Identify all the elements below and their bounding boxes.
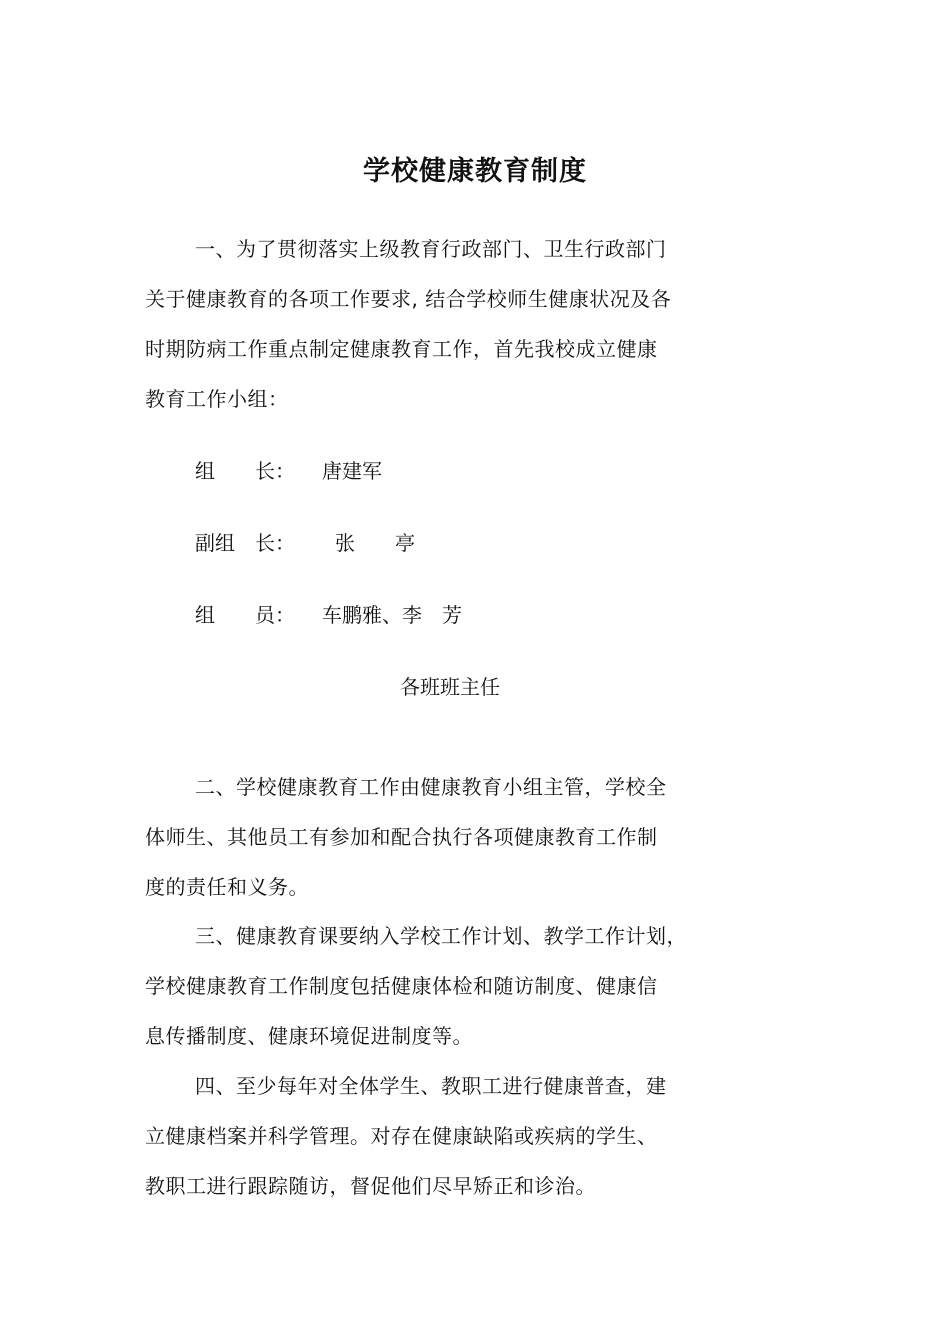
paragraph-line: 度的责任和义务。 — [145, 875, 309, 899]
paragraph-line: 立健康档案并科学管理。对存在健康缺陷或疾病的学生、 — [145, 1124, 658, 1148]
members-role-label: 组 员： — [195, 603, 295, 627]
paragraph-line: 体师生、其他员工有参加和配合执行各项健康教育工作制 — [145, 825, 658, 849]
members-names: 车鹏雅、李 芳 — [322, 603, 462, 627]
paragraph-line: 息传播制度、健康环境促进制度等。 — [145, 1024, 473, 1048]
paragraph-line: 三、健康教育课要纳入学校工作计划、教学工作计划， — [195, 924, 687, 948]
members-extra: 各班班主任 — [400, 675, 500, 699]
leader-role-label: 组 长： — [195, 459, 295, 483]
document-title: 学校健康教育制度 — [363, 156, 587, 187]
paragraph-line: 教职工进行跟踪随访，督促他们尽早矫正和诊治。 — [145, 1174, 596, 1198]
paragraph-line: 四、至少每年对全体学生、教职工进行健康普查，建 — [195, 1074, 667, 1098]
paragraph-line: 一、为了贯彻落实上级教育行政部门、卫生行政部门 — [195, 237, 667, 261]
leader-name: 唐建军 — [322, 459, 382, 483]
paragraph-line: 时期防病工作重点制定健康教育工作，首先我校成立健康 — [145, 337, 658, 361]
paragraph-line: 二、学校健康教育工作由健康教育小组主管，学校全 — [195, 775, 667, 799]
deputy-role-label: 副组 长： — [195, 531, 295, 555]
paragraph-line: 关于健康教育的各项工作要求, 结合学校师生健康状况及各 — [145, 287, 672, 311]
deputy-name: 张 亭 — [335, 531, 415, 555]
paragraph-line: 学校健康教育工作制度包括健康体检和随访制度、健康信 — [145, 974, 658, 998]
paragraph-line: 教育工作小组： — [145, 387, 289, 411]
